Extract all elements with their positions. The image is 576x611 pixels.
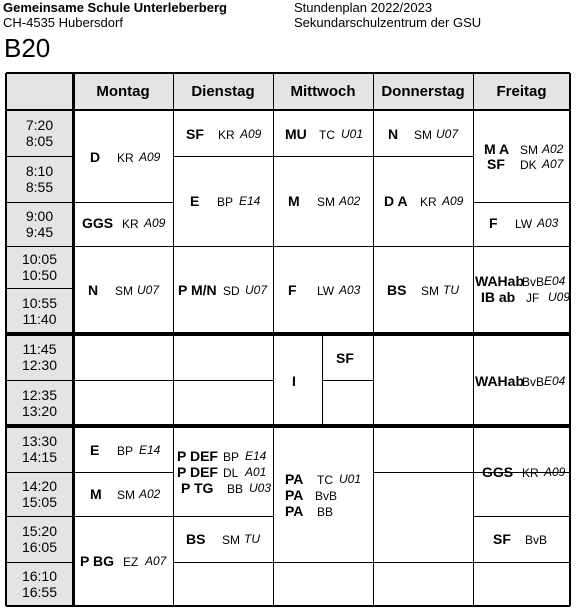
time-slot: 13:30 14:15 xyxy=(21,433,58,465)
lesson-entry-mo-4 xyxy=(90,442,161,458)
lesson-teacher: KR xyxy=(522,466,539,480)
lesson-room: A01 xyxy=(245,465,267,479)
row-line xyxy=(173,562,273,563)
lesson-subject: GGS xyxy=(82,215,114,231)
lesson-teacher: SM xyxy=(117,488,135,502)
lesson-entry-do-1 xyxy=(388,126,459,142)
frame-left xyxy=(5,73,7,606)
lesson-entry-fr-2 xyxy=(489,215,559,231)
lesson-room: A02 xyxy=(542,142,564,156)
row-line xyxy=(322,380,373,381)
lesson-entry-di-4b xyxy=(177,464,267,480)
lesson-room: E14 xyxy=(245,449,267,463)
day-header-mittwoch: Mittwoch xyxy=(290,83,356,100)
row-line xyxy=(473,516,570,517)
lesson-subject: PA xyxy=(285,471,304,487)
row-line xyxy=(473,246,570,247)
lesson-subject: WAHab xyxy=(475,373,524,389)
lesson-teacher: BvB xyxy=(315,489,338,503)
row-line xyxy=(6,562,73,563)
lesson-entry-do-3 xyxy=(387,282,459,298)
lesson-entry-mo-2 xyxy=(82,215,166,231)
lesson-entry-di-1 xyxy=(186,126,262,142)
lesson-room: A07 xyxy=(145,554,167,568)
lesson-entry-mi-5c xyxy=(285,503,334,519)
lesson-subject: M xyxy=(90,486,102,502)
lesson-room: U07 xyxy=(137,283,160,297)
lesson-room: A09 xyxy=(144,216,166,230)
lesson-subject: P BG xyxy=(80,553,114,569)
lesson-entry-mi-5a xyxy=(285,471,362,487)
lesson-teacher: BP xyxy=(217,195,234,209)
lesson-teacher: LW xyxy=(317,284,335,298)
row-line xyxy=(6,288,73,289)
lesson-teacher: BvB xyxy=(525,533,548,547)
lesson-subject: N xyxy=(388,126,399,142)
lesson-teacher: BvB xyxy=(522,375,545,389)
lesson-room: U07 xyxy=(436,127,459,141)
lesson-entry-fr-1b xyxy=(487,156,564,172)
lesson-room: A03 xyxy=(339,283,361,297)
row-line xyxy=(373,562,473,563)
col-separator xyxy=(72,73,75,606)
time-slot: 12:35 13:20 xyxy=(21,387,58,419)
row-line xyxy=(73,472,173,473)
lesson-entry-mo-5 xyxy=(90,486,161,502)
lesson-room: A09 xyxy=(442,194,464,208)
lesson-subject: E xyxy=(90,442,100,458)
lesson-subject: E xyxy=(190,193,200,209)
lesson-subject: WAHab xyxy=(475,273,524,289)
lesson-subject: SF xyxy=(336,350,354,366)
lesson-subject: P DEF xyxy=(177,464,218,480)
time-slot: 9:00 9:45 xyxy=(25,208,54,240)
lesson-teacher: LW xyxy=(515,217,533,231)
lesson-entry-di-4c xyxy=(181,480,272,496)
row-line xyxy=(473,202,570,203)
time-slot: 10:55 11:40 xyxy=(21,295,58,327)
school-address: CH-4535 Hubersdorf xyxy=(3,15,123,30)
lesson-entry-di-2 xyxy=(190,193,261,209)
col-separator xyxy=(473,73,474,606)
row-line xyxy=(273,246,373,247)
lesson-teacher: KR xyxy=(218,128,235,142)
col-separator xyxy=(273,73,274,606)
lesson-subject: I xyxy=(292,373,296,389)
lesson-subject: P M/N xyxy=(178,282,217,298)
lesson-entry-do-2 xyxy=(384,193,464,209)
time-slot: 10:05 10:50 xyxy=(21,251,58,283)
row-line xyxy=(173,156,273,157)
row-line xyxy=(473,562,570,563)
col-separator xyxy=(173,73,174,606)
row-line xyxy=(173,246,273,247)
row-line xyxy=(73,516,173,517)
lesson-teacher: SM xyxy=(414,128,432,142)
time-slot: 14:20 15:05 xyxy=(21,478,58,510)
lesson-room: U03 xyxy=(249,481,272,495)
lesson-teacher: DL xyxy=(223,466,239,480)
block-separator xyxy=(6,332,570,336)
lesson-subject: N xyxy=(88,282,99,298)
row-line xyxy=(173,380,273,381)
lesson-subject: MU xyxy=(285,126,307,142)
lesson-entry-di-4a xyxy=(177,448,267,464)
row-line xyxy=(73,380,173,381)
lesson-subject: M A xyxy=(484,141,510,157)
lesson-subject: P TG xyxy=(181,480,214,496)
lesson-room: A09 xyxy=(544,465,566,479)
lesson-subject: SF xyxy=(487,156,505,172)
lesson-subject: SF xyxy=(493,531,511,547)
lesson-entry-mi-2 xyxy=(288,193,361,209)
lesson-room: E14 xyxy=(239,194,261,208)
row-line xyxy=(6,472,73,473)
block-separator xyxy=(6,424,570,428)
frame-bottom xyxy=(6,605,570,607)
header-separator xyxy=(6,109,570,111)
lesson-entry-mi-3 xyxy=(288,282,361,298)
lesson-subject: D A xyxy=(384,193,408,209)
lesson-subject: BS xyxy=(186,531,206,547)
lesson-entry-mi-5b xyxy=(285,487,338,503)
lesson-room: TU xyxy=(443,283,459,297)
lesson-room: TU xyxy=(244,532,260,546)
lesson-room: A09 xyxy=(240,127,262,141)
lesson-teacher: BB xyxy=(227,482,244,496)
time-slot: 7:20 8:05 xyxy=(25,117,54,149)
lesson-entry-mo-6 xyxy=(80,553,167,569)
lesson-subject: IB ab xyxy=(481,289,516,305)
day-header-montag: Montag xyxy=(96,83,150,100)
lesson-room: A09 xyxy=(139,150,161,164)
row-line xyxy=(6,156,73,157)
school-name: Gemeinsame Schule Unterleberberg xyxy=(3,0,227,15)
lesson-subject: M xyxy=(288,193,300,209)
lesson-subject: BS xyxy=(387,282,407,298)
lesson-teacher: EZ xyxy=(123,555,139,569)
lesson-entry-mo-3 xyxy=(88,282,160,298)
frame-top xyxy=(6,72,570,74)
lesson-entry-di-5 xyxy=(186,531,260,547)
lesson-room: U01 xyxy=(339,472,362,486)
class-code: B20 xyxy=(4,33,51,63)
lesson-teacher: TC xyxy=(317,473,333,487)
lesson-entry-fr-4 xyxy=(475,373,566,389)
lesson-teacher: BvB xyxy=(522,275,545,289)
lesson-teacher: KR xyxy=(420,195,437,209)
lesson-subject: D xyxy=(90,149,101,165)
row-line xyxy=(273,156,373,157)
lesson-entry-fr-6 xyxy=(493,531,548,547)
lesson-room: E04 xyxy=(544,274,566,288)
time-slot: 8:10 8:55 xyxy=(25,163,54,195)
col-separator xyxy=(373,73,374,606)
lesson-entry-mo-1 xyxy=(90,149,161,165)
time-slot: 16:10 16:55 xyxy=(21,568,58,600)
lesson-subject: PA xyxy=(285,487,304,503)
day-header-dienstag: Dienstag xyxy=(191,83,255,100)
lesson-room: A07 xyxy=(542,157,564,171)
row-line xyxy=(73,202,173,203)
lesson-room: A03 xyxy=(537,216,559,230)
lesson-entry-fr-1a xyxy=(484,141,564,157)
row-line xyxy=(73,246,173,247)
lesson-teacher: SD xyxy=(223,284,240,298)
lesson-entry-fr-5 xyxy=(482,464,566,480)
lesson-teacher: SM xyxy=(421,284,439,298)
lesson-subject: F xyxy=(288,282,297,298)
frame-right xyxy=(569,73,571,606)
row-line xyxy=(6,516,73,517)
row-line xyxy=(6,246,73,247)
lesson-entry-mi-4b xyxy=(336,351,354,366)
row-line xyxy=(273,562,373,563)
lesson-subject: SF xyxy=(186,126,204,142)
row-line xyxy=(373,156,473,157)
lesson-entry-fr-3b xyxy=(481,289,571,305)
lesson-teacher: JF xyxy=(526,291,540,305)
lesson-room: E14 xyxy=(139,443,161,457)
lesson-subject: P DEF xyxy=(177,448,218,464)
lesson-teacher: TC xyxy=(319,128,335,142)
lesson-entry-fr-3a xyxy=(475,273,566,289)
lesson-entry-mi-4a xyxy=(292,374,296,389)
row-line xyxy=(6,380,73,381)
lesson-teacher: SM xyxy=(222,533,240,547)
row-line xyxy=(373,472,473,473)
lesson-teacher: KR xyxy=(117,151,134,165)
lesson-room: A02 xyxy=(139,487,161,501)
lesson-teacher: BP xyxy=(223,450,240,464)
plan-title: Stundenplan 2022/2023 xyxy=(294,0,433,15)
lesson-room: U07 xyxy=(245,283,268,297)
row-line xyxy=(373,246,473,247)
lesson-room: U01 xyxy=(341,127,364,141)
lesson-teacher: BB xyxy=(317,505,334,519)
lesson-room: U09 xyxy=(548,290,571,304)
lesson-teacher: DK xyxy=(520,158,537,172)
school-center: Sekundarschulzentrum der GSU xyxy=(294,15,482,30)
lesson-room: A02 xyxy=(339,194,361,208)
time-slot: 11:45 12:30 xyxy=(21,341,58,373)
day-header-freitag: Freitag xyxy=(496,83,547,100)
time-slot: 15:20 16:05 xyxy=(21,523,58,555)
lesson-teacher: KR xyxy=(122,217,139,231)
row-line xyxy=(173,516,273,517)
lesson-subject: PA xyxy=(285,503,304,519)
lesson-teacher: SM xyxy=(115,284,133,298)
lesson-teacher: SM xyxy=(520,143,538,157)
lesson-entry-di-3 xyxy=(178,282,268,298)
lesson-entry-mi-1 xyxy=(285,126,364,142)
lesson-subject: GGS xyxy=(482,464,514,480)
day-header-donnerstag: Donnerstag xyxy=(381,83,465,100)
lesson-room: E04 xyxy=(544,374,566,388)
row-line xyxy=(6,202,73,203)
lesson-subject: F xyxy=(489,215,498,231)
lesson-teacher: BP xyxy=(117,444,134,458)
lesson-teacher: SM xyxy=(317,195,335,209)
